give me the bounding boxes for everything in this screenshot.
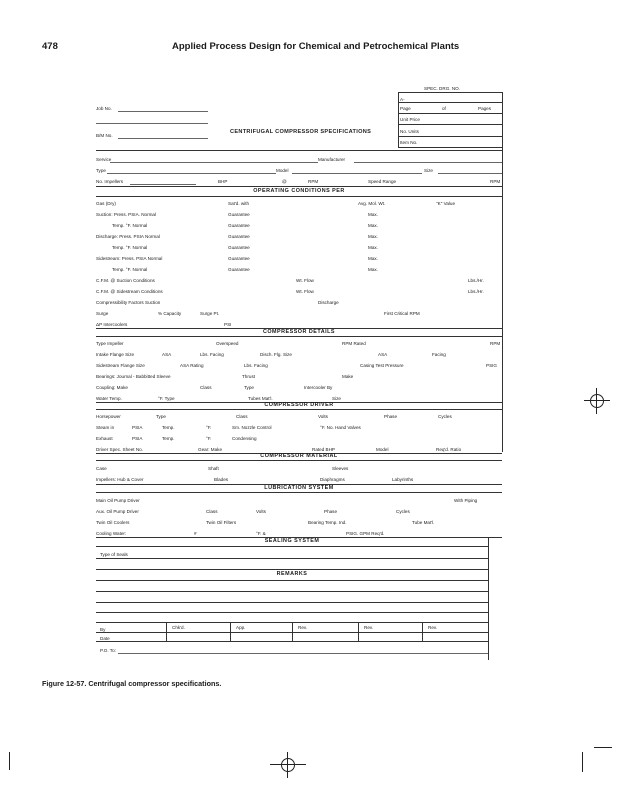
- cooling-water-label: Cooling Water:: [96, 531, 127, 536]
- lbs-hr-label: Lbs./Hr.: [468, 278, 484, 283]
- twin-oil-coolers-label: Twin Oil Coolers: [96, 520, 130, 525]
- fill-line: [107, 173, 276, 174]
- approved-label: App.: [236, 625, 246, 630]
- condensing-label: Condensing: [232, 436, 257, 441]
- f-and-label: °F. &: [256, 531, 266, 536]
- psi-label: PSI: [224, 322, 232, 327]
- labyrinths-label: Labyrinths: [392, 477, 414, 482]
- by-label: By: [100, 627, 106, 632]
- speed-range-label: Speed Range: [368, 179, 397, 184]
- max-label: Max.: [368, 256, 378, 261]
- guarantee-label: Guarantee: [228, 267, 250, 272]
- deg-f-label: °F.: [206, 425, 212, 430]
- f-type-label: °F. Type: [158, 396, 175, 401]
- figure-caption: Figure 12-57. Centrifugal compressor specifications.: [42, 679, 222, 688]
- water-temp-label: Water Temp.: [96, 396, 122, 401]
- type-label: Type: [244, 385, 254, 390]
- fill-line: [292, 173, 422, 174]
- make-label: Make: [342, 374, 354, 379]
- unit-price-label: Unit Price: [400, 117, 420, 122]
- shaft-label: Shaft: [208, 466, 219, 471]
- rule: [96, 196, 502, 197]
- bearing-temp-label: Bearing Temp. Ind.: [308, 520, 347, 525]
- satd-with-label: Sat'd. with: [228, 201, 250, 206]
- form-right-border-lower: [488, 537, 489, 660]
- max-label: Max.: [368, 267, 378, 272]
- pct-capacity-label: % Capacity: [158, 311, 182, 316]
- aux-oil-pump-label: Aux. Oil Pump Driver: [96, 509, 139, 514]
- blades-label: Blades: [214, 477, 229, 482]
- cycles-label: Cycles: [396, 509, 410, 514]
- casing-test-label: Casing Test Pressure: [360, 363, 404, 368]
- volts-label: Volts: [256, 509, 266, 514]
- no-hand-valves-label: °F. No. Hand Valves: [320, 425, 361, 430]
- page-label: Page: [400, 106, 411, 111]
- rule: [96, 492, 502, 493]
- operating-conditions-heading: OPERATING CONDITIONS PER: [253, 188, 345, 194]
- rule: [96, 558, 488, 559]
- tube-matl-label: Tube Mat'l.: [412, 520, 435, 525]
- main-oil-pump-label: Main Oil Pump Driver: [96, 498, 140, 503]
- reqd-ratio-label: Req'd. Ratio: [436, 447, 462, 452]
- form-title: CENTRIFUGAL COMPRESSOR SPECIFICATIONS: [230, 129, 372, 135]
- discharge-press-label: Discharge: Press. PSIA Normal: [96, 234, 160, 239]
- rev-label-2: Rev.: [364, 625, 374, 630]
- rule: [96, 602, 488, 603]
- rule: [96, 632, 488, 633]
- rev-label-1: Rev.: [298, 625, 308, 630]
- surge-pt-label: Surge Pt.: [200, 311, 220, 316]
- rule: [398, 124, 502, 125]
- type-of-seals-label: Type of Seals: [100, 552, 128, 557]
- exhaust-label: Exhaust: [96, 436, 113, 441]
- rule: [96, 641, 488, 642]
- overspeed-label: Overspeed: [216, 341, 239, 346]
- lubrication-system-heading: LUBRICATION SYSTEM: [264, 485, 334, 491]
- fill-line: [118, 111, 208, 112]
- rule: [96, 591, 488, 592]
- steam-in-label: Steam in: [96, 425, 115, 430]
- remarks-heading: REMARKS: [276, 571, 308, 577]
- rule: [398, 113, 502, 114]
- rule: [398, 102, 502, 103]
- phase-label: Phase: [324, 509, 338, 514]
- gear-make-label: Gear: Make: [198, 447, 222, 452]
- guarantee-label: Guarantee: [228, 245, 250, 250]
- trim-mark: [9, 752, 10, 770]
- sidestream-flange-label: Sidestream Flange Size: [96, 363, 145, 368]
- rule: [398, 147, 502, 148]
- rpm-rated-label: RPM Rated: [342, 341, 366, 346]
- a-label: A-: [400, 97, 405, 102]
- sealing-system-heading: SEALING SYSTEM: [264, 538, 320, 544]
- class-label: Class: [200, 385, 212, 390]
- driver-spec-label: Driver Spec. Sheet No.: [96, 447, 143, 452]
- date-label: Date: [100, 636, 110, 641]
- horsepower-label: Horsepower: [96, 414, 121, 419]
- psig-label: PSIG: [486, 363, 497, 368]
- service-label: Service: [96, 157, 112, 162]
- compressor-driver-heading: COMPRESSOR DRIVER: [264, 402, 334, 408]
- type-label: Type: [156, 414, 166, 419]
- rule: [96, 546, 488, 547]
- phase-label: Phase: [384, 414, 398, 419]
- rule: [96, 409, 502, 410]
- delta-p-intercoolers-label: ΔP Intercoolers: [96, 322, 128, 327]
- cfm-suction-label: C.F.M. @ Suction Conditions: [96, 278, 155, 283]
- rule: [96, 580, 488, 581]
- guarantee-label: Guarantee: [228, 223, 250, 228]
- suction-press-label: Suction: Press. PSIA. Normal: [96, 212, 156, 217]
- job-no-label: Job No.: [96, 106, 112, 111]
- type-label: Type: [96, 168, 106, 173]
- intake-flange-label: Intake Flange Size: [96, 352, 135, 357]
- coupling-make-label: Coupling: Make: [96, 385, 128, 390]
- psia-label: PSIA: [132, 425, 143, 430]
- rpm-label-2: RPM: [490, 179, 501, 184]
- fill-line: [118, 653, 488, 654]
- type-impeller-label: Type Impeller: [96, 341, 124, 346]
- fill-line: [438, 173, 502, 174]
- rule: [96, 460, 502, 461]
- cycles-label: Cycles: [438, 414, 452, 419]
- psia-label-2: PSIA: [132, 436, 143, 441]
- of-label: of: [442, 106, 446, 111]
- facing-label: Facing: [432, 352, 446, 357]
- deg-f-label-2: °F.: [206, 436, 212, 441]
- fill-line: [96, 123, 208, 124]
- item-no-label: Item No.: [400, 140, 418, 145]
- rule: [398, 92, 502, 93]
- pages-label: Pages: [478, 106, 492, 111]
- specification-form: [96, 80, 502, 660]
- model-label: Model: [376, 447, 389, 452]
- page-number: 478: [42, 41, 58, 52]
- form-right-border: [502, 92, 503, 452]
- sm-nozzle-label: Sm. Nozzle Control: [232, 425, 272, 430]
- lbs-hr-label: Lbs./Hr.: [468, 289, 484, 294]
- rev-label-3: Rev.: [428, 625, 438, 630]
- bm-no-label: B/M No.: [96, 133, 113, 138]
- rated-bhp-label: Rated BHP: [312, 447, 335, 452]
- hash-label: #: [194, 531, 197, 536]
- compressor-material-heading: COMPRESSOR MATERIAL: [260, 453, 338, 459]
- rule: [96, 612, 488, 613]
- max-label: Max.: [368, 245, 378, 250]
- sleeves-label: Sleeves: [332, 466, 349, 471]
- surge-label: Surge: [96, 311, 109, 316]
- temp-label-2: Temp.: [162, 436, 175, 441]
- rule: [96, 150, 502, 151]
- class-label: Class: [236, 414, 248, 419]
- fill-line: [118, 138, 208, 139]
- psig-gpm-label: PSIG. GPM Req'd.: [346, 531, 385, 536]
- k-value-label: "K" Value: [436, 201, 456, 206]
- rpm-label: RPM: [308, 179, 319, 184]
- class-label: Class: [206, 509, 218, 514]
- compressor-details-heading: COMPRESSOR DETAILS: [262, 329, 336, 335]
- po-to-label: P.O. To:: [100, 648, 116, 653]
- manufacturer-label: Manufacturer: [318, 157, 346, 162]
- size-label: Size: [424, 168, 433, 173]
- rule: [398, 92, 399, 147]
- first-critical-label: First Critical RPM: [384, 311, 420, 316]
- asa-label-2: ASA: [378, 352, 388, 357]
- rule: [96, 186, 502, 187]
- volts-label: Volts: [318, 414, 328, 419]
- intercooler-by-label: Intercooler By: [304, 385, 333, 390]
- discharge-temp-label: Temp. °F. Normal: [112, 245, 148, 250]
- bhp-label: BHP: [218, 179, 228, 184]
- at-label: @: [282, 179, 287, 184]
- spec-drawing-number-label: SPEC. DRG. NO.: [424, 86, 460, 91]
- rule: [398, 136, 502, 137]
- lbs-facing-label: Lbs. Facing: [200, 352, 224, 357]
- max-label: Max.: [368, 212, 378, 217]
- fill-line: [110, 162, 318, 163]
- lbs-facing-label-2: Lbs. Facing: [244, 363, 268, 368]
- guarantee-label: Guarantee: [228, 256, 250, 261]
- case-label: Case: [96, 466, 107, 471]
- guarantee-label: Guarantee: [228, 212, 250, 217]
- sidestream-temp-label: Temp. °F. Normal: [112, 267, 148, 272]
- trim-mark: [594, 747, 612, 748]
- gas-dry-label: Gas (Dry): [96, 201, 116, 206]
- diaphragms-label: Diaphragms: [320, 477, 345, 482]
- asa-rating-label: ASA Rating: [180, 363, 204, 368]
- cfm-sidestream-label: C.F.M. @ Sidestream Conditions: [96, 289, 163, 294]
- trim-mark: [582, 752, 583, 772]
- fill-line: [130, 184, 196, 185]
- discharge-label: Discharge: [318, 300, 339, 305]
- fill-line: [354, 162, 502, 163]
- rpm-label: RPM: [490, 341, 501, 346]
- max-label: Max.: [368, 223, 378, 228]
- size-label: Size: [332, 396, 341, 401]
- tubes-matl-label: Tubes Mat'l.: [248, 396, 273, 401]
- thrust-label: Thrust: [242, 374, 256, 379]
- max-label: Max.: [368, 234, 378, 239]
- avg-mol-wt-label: Avg. Mol. Wt.: [358, 201, 386, 206]
- asa-label: ASA: [162, 352, 172, 357]
- disch-flg-label: Disch. Flg. Size: [260, 352, 292, 357]
- wt-flow-label: Wt. Flow: [296, 289, 314, 294]
- checked-label: Chk'd.: [172, 625, 185, 630]
- suction-temp-label: Temp. °F. Normal: [112, 223, 148, 228]
- no-impellers-label: No. Impellers: [96, 179, 124, 184]
- impellers-label: Impellers: Hub & Cover: [96, 477, 144, 482]
- bearings-label: Bearings: Journal - Babbitted Sleeve: [96, 374, 171, 379]
- compressibility-label: Compressibility Factors Suction: [96, 300, 161, 305]
- no-units-label: No. Units: [400, 129, 419, 134]
- sidestream-press-label: Sidestream: Press. PSIA Normal: [96, 256, 163, 261]
- with-piping-label: With Piping: [454, 498, 478, 503]
- rule: [96, 569, 488, 570]
- model-label: Model: [276, 168, 289, 173]
- rule: [96, 336, 502, 337]
- wt-flow-label: Wt. Flow: [296, 278, 314, 283]
- temp-label: Temp.: [162, 425, 175, 430]
- book-title: Applied Process Design for Chemical and Petrochemical Plants: [172, 41, 460, 52]
- twin-oil-filters-label: Twin Oil Filters: [206, 520, 237, 525]
- guarantee-label: Guarantee: [228, 234, 250, 239]
